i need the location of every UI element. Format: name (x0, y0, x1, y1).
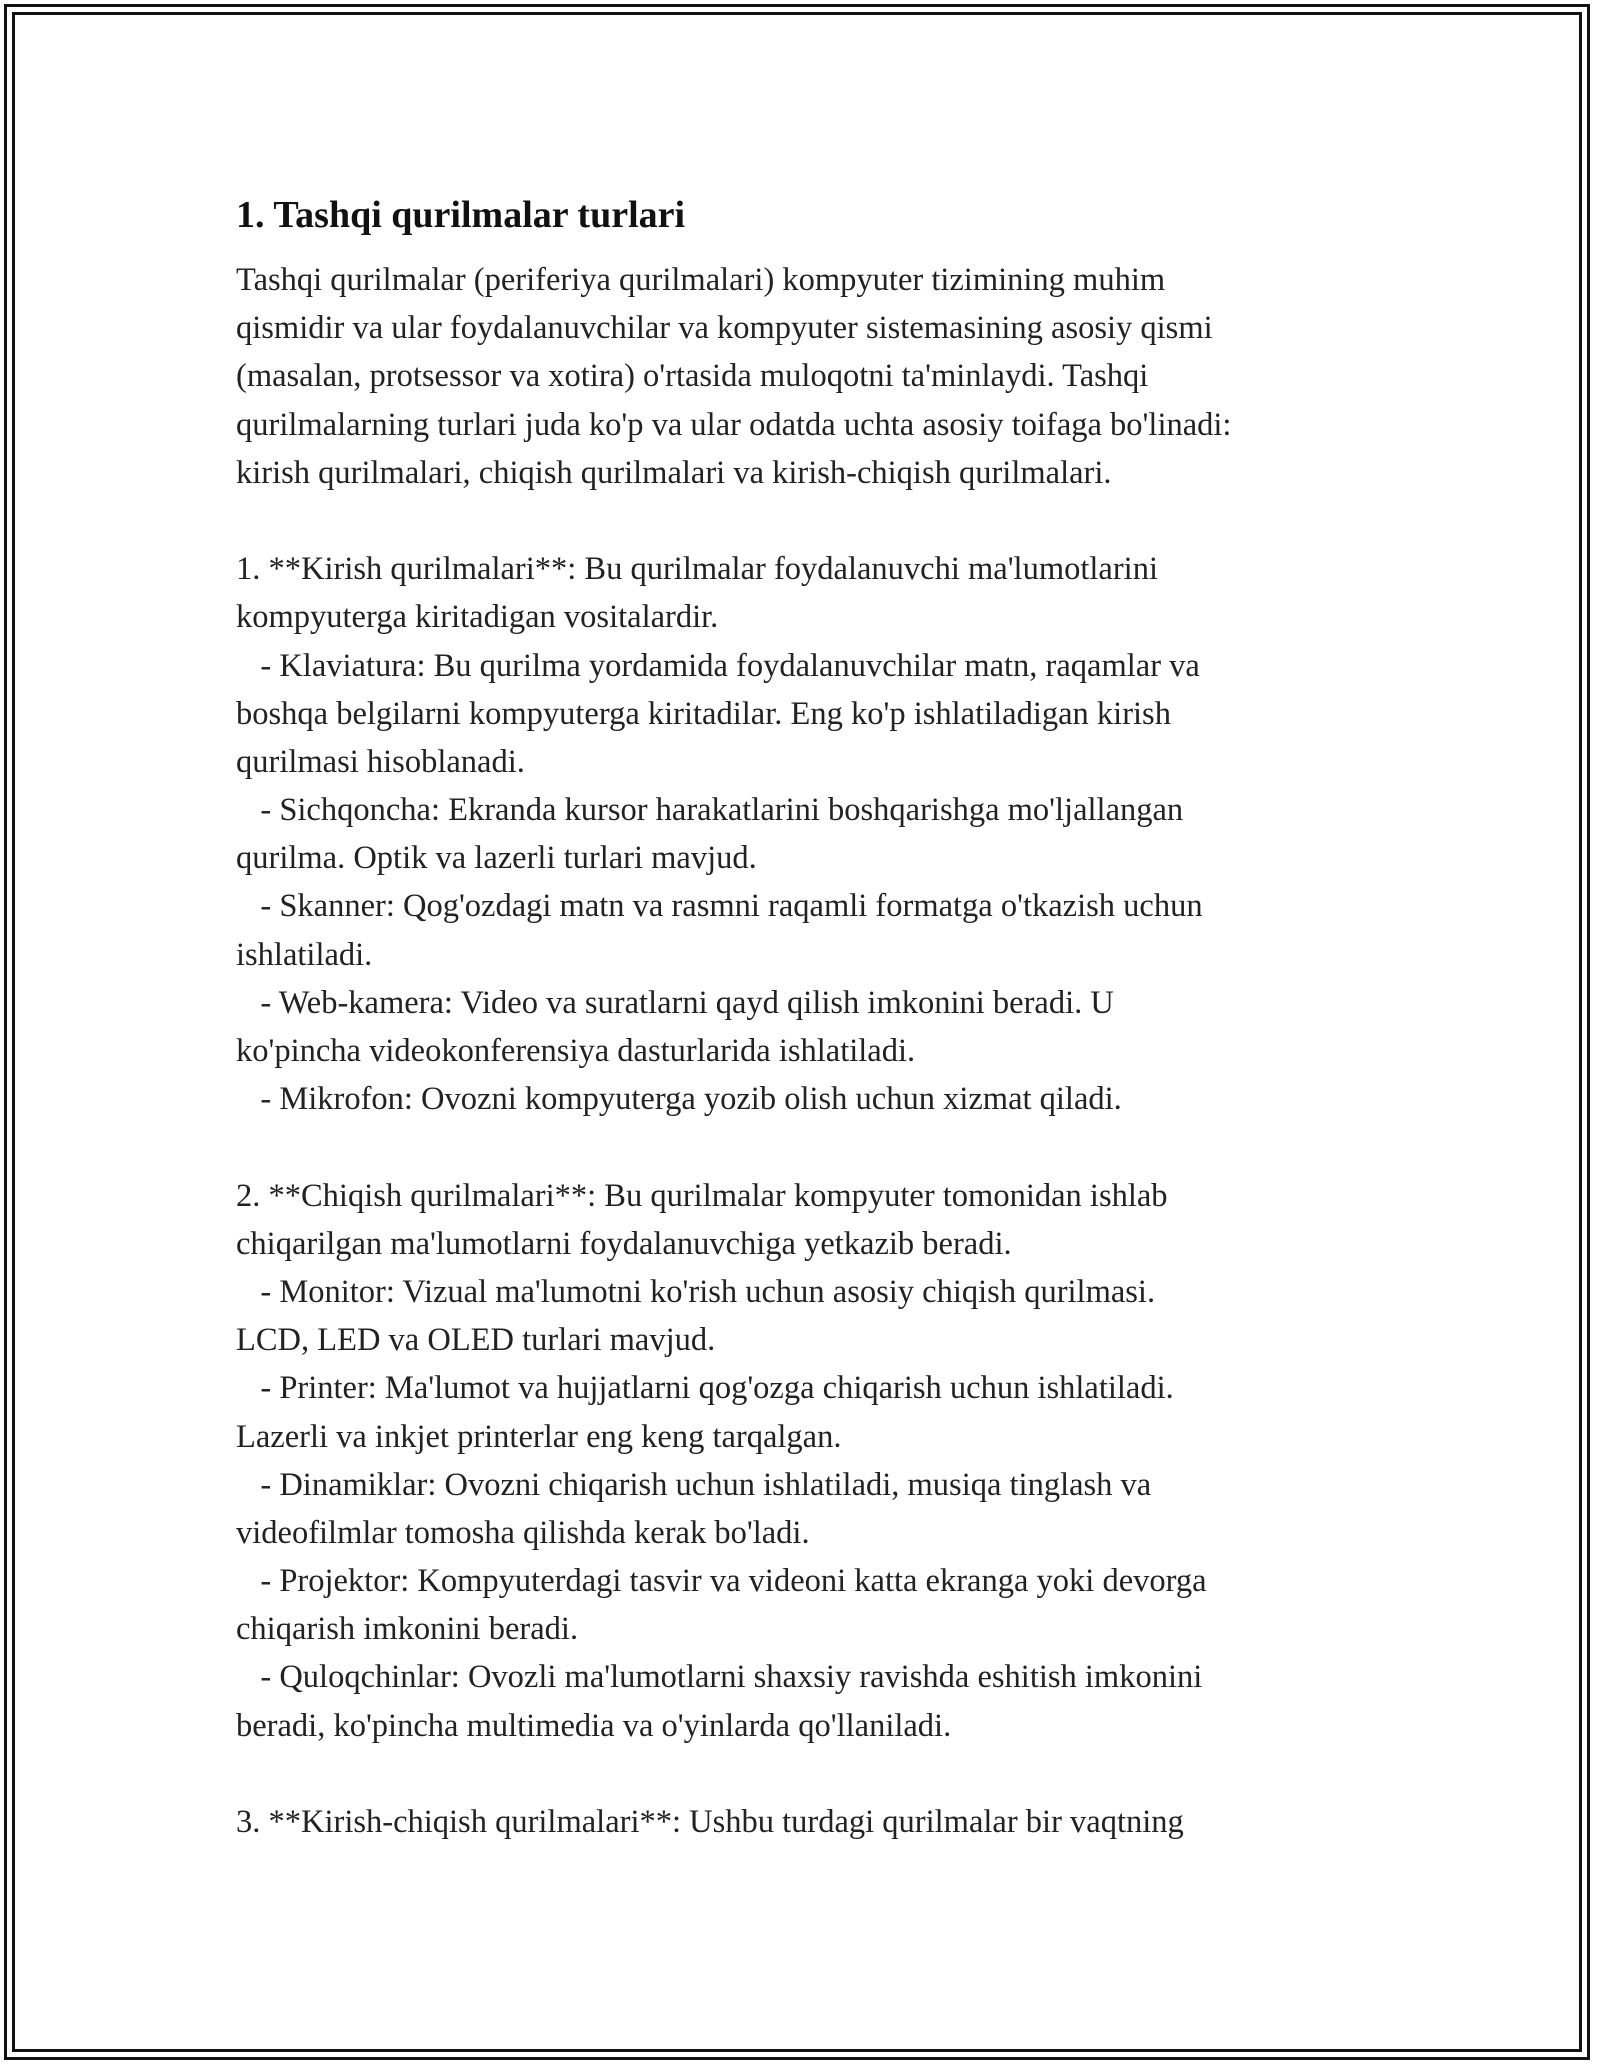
text-line: Tashqi qurilmalar (periferiya qurilmalari) kompyuter tizimining muhim (236, 262, 1166, 298)
text-line: 3. **Kirish-chiqish qurilmalari**: Ushbu turdagi qurilmalar bir vaqtning (236, 1804, 1184, 1840)
text-line: qurilmalarning turlari juda ko'p va ular odatda uchta asosiy toifaga bo'linadi: (236, 406, 1232, 443)
text-line: chiqarish imkonini beradi. (236, 1611, 579, 1648)
text-line: beradi, ko'pincha multimedia va o'yinlarda qo'llaniladi. (236, 1707, 952, 1744)
text-line: chiqarilgan ma'lumotlarni foydalanuvchiga yetkazib beradi. (236, 1225, 1012, 1262)
text-line: qurilma. Optik va lazerli turlari mavjud. (236, 840, 757, 877)
paragraph-break (236, 1123, 1386, 1171)
document-text (236, 256, 1386, 1846)
text-line: - Mikrofon: Ovozni kompyuterga yozib olish uchun xizmat qiladi. (236, 1081, 1122, 1118)
text-line: boshqa belgilarni kompyuterga kiritadilar. Eng ko'p ishlatiladigan kirish (236, 695, 1171, 732)
document-body (236, 182, 1386, 1846)
text-line: - Dinamiklar: Ovozni chiqarish uchun ishlatiladi, musiqa tinglash va (236, 1466, 1152, 1503)
text-line: - Klaviatura: Bu qurilma yordamida foydalanuvchilar matn, raqamlar va (236, 647, 1200, 684)
paragraph-break (236, 497, 1386, 545)
text-line: ishlatiladi. (236, 936, 373, 973)
text-line: qurilmasi hisoblanadi. (236, 743, 525, 780)
text-line: - Web-kamera: Video va suratlarni qayd qilish imkonini beradi. U (236, 984, 1114, 1021)
text-line: 1. **Kirish qurilmalari**: Bu qurilmalar foydalanuvchi ma'lumotlarini (236, 551, 1158, 588)
paragraph-break (236, 1750, 1386, 1798)
text-line: 2. **Chiqish qurilmalari**: Bu qurilmalar kompyuter tomonidan ishlab (236, 1177, 1168, 1214)
text-line: kompyuterga kiritadigan vositalardir. (236, 599, 719, 636)
text-line: videofilmlar tomosha qilishda kerak bo'ladi. (236, 1514, 810, 1551)
text-line: - Projektor: Kompyuterdagi tasvir va videoni katta ekranga yoki devorga (236, 1563, 1207, 1600)
text-line: kirish qurilmalari, chiqish qurilmalari va kirish-chiqish qurilmalari. (236, 454, 1112, 491)
text-line: - Sichqoncha: Ekranda kursor harakatlarini boshqarishga mo'ljallangan (236, 792, 1184, 829)
text-line: - Quloqchinlar: Ovozli ma'lumotlarni shaxsiy ravishda eshitish imkonini (236, 1659, 1203, 1696)
section-heading: 1. Tashqi qurilmalar turlari (236, 194, 686, 236)
text-line: Lazerli va inkjet printerlar eng keng tarqalgan. (236, 1418, 842, 1455)
text-line: ko'pincha videokonferensiya dasturlarida ishlatiladi. (236, 1033, 916, 1069)
text-line: qismidir va ular foydalanuvchilar va kompyuter sistemasining asosiy qismi (236, 310, 1213, 347)
text-line: - Monitor: Vizual ma'lumotni ko'rish uchun asosiy chiqish qurilmasi. (236, 1273, 1156, 1310)
text-line: - Printer: Ma'lumot va hujjatlarni qog'ozga chiqarish uchun ishlatiladi. (236, 1370, 1174, 1407)
text-line: - Skanner: Qog'ozdagi matn va rasmni raqamli formatga o'tkazish uchun (236, 888, 1203, 925)
text-line: (masalan, protsessor va xotira) o'rtasida muloqotni ta'minlaydi. Tashqi (236, 358, 1149, 395)
text-line: LCD, LED va OLED turlari mavjud. (236, 1322, 716, 1359)
